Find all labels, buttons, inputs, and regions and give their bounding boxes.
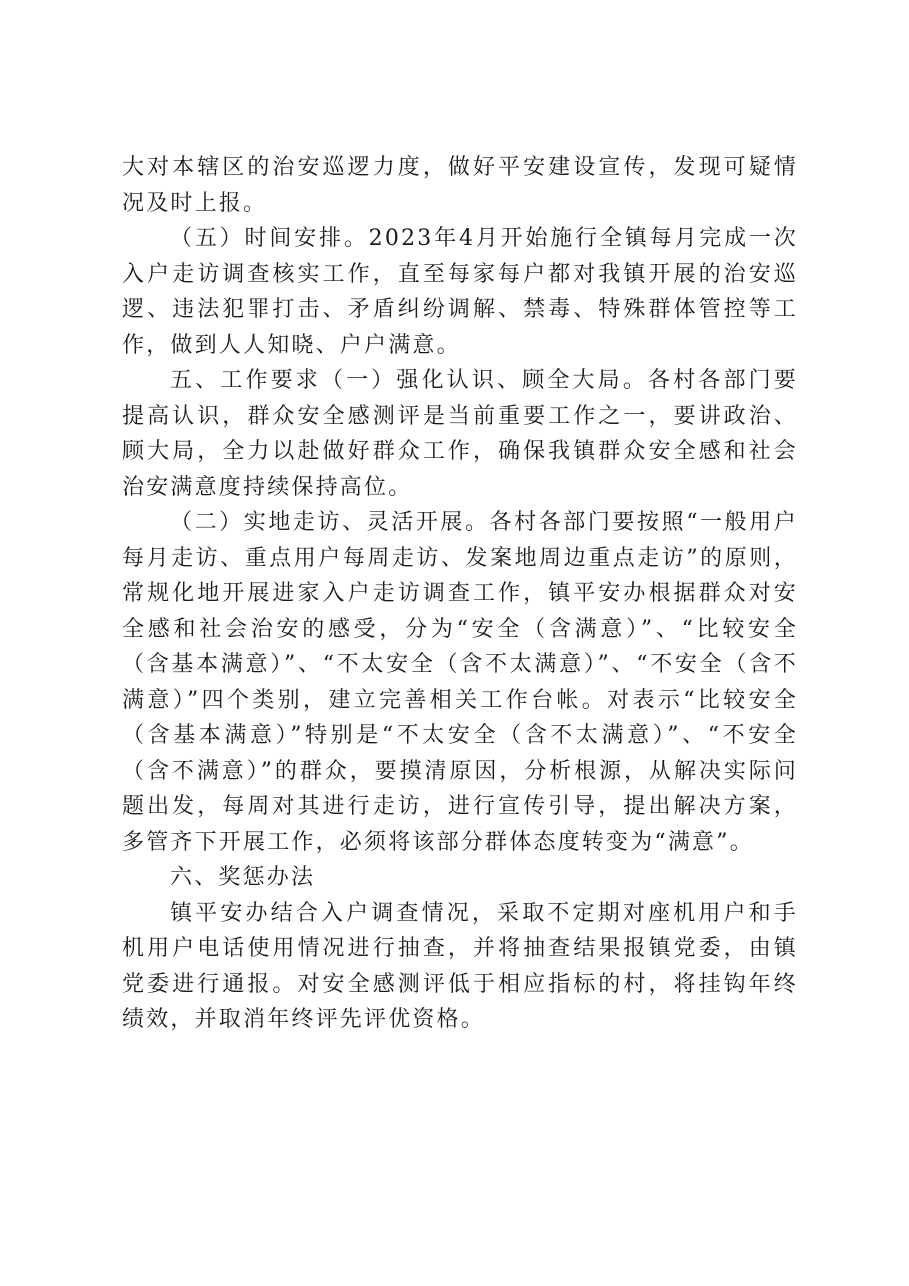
paragraph-rewards-penalties: 镇平安办结合入户调查情况，采取不定期对座机用户和手机用户电话使用情况进行抽查，并将抽查结果报镇党委，由镇党委进行通报。对安全感测评低于相应指标的村，将挂钩年终绩效，并取消年终评先评优资格。 [122,900,798,1032]
heading-rewards-penalties: 六、奖惩办法 [170,865,316,890]
paragraph-field-visits: （二）实地走访、灵活开展。各村各部门要按照“一般用户每月走访、重点用户每周走访、发案地周边重点走访”的原则，常规化地开展进家入户走访调查工作，镇平安办根据群众对安全感和社会治安的感受，分为“安全（含满意）”、“比较安全（含基本满意）”、“不太安全（含不太满意）”、“不安全（含不满意）”四个类别，建立完善相关工作台帐。对表示“比较安全（含基本满意）”特别是“不太安全（含不太满意）”、“不安全（含不满意）”的群众，要摸清原因，分析根源，从解决实际问题出发，每周对其进行走访，进行宣传引导，提出解决方案，多管齐下开展工作，必须将该部分群体态度转变为“满意”。 [122,510,798,855]
paragraph-work-requirements: 五、工作要求（一）强化认识、顾全大局。各村各部门要提高认识，群众安全感测评是当前重要工作之一，要讲政治、顾大局，全力以赴做好群众工作，确保我镇群众安全感和社会治安满意度持续保持高位。 [122,368,798,500]
paragraph-time-arrangement: （五）时间安排。2023年4月开始施行全镇每月完成一次入户走访调查核实工作，直至每家每户都对我镇开展的治安巡逻、违法犯罪打击、矛盾纠纷调解、禁毒、特殊群体管控等工作，做到人人知晓、户户满意。 [122,226,798,358]
paragraph-continuation: 大对本辖区的治安巡逻力度，做好平安建设宣传，发现可疑情况及时上报。 [122,155,798,216]
document-body [122,150,798,1038]
